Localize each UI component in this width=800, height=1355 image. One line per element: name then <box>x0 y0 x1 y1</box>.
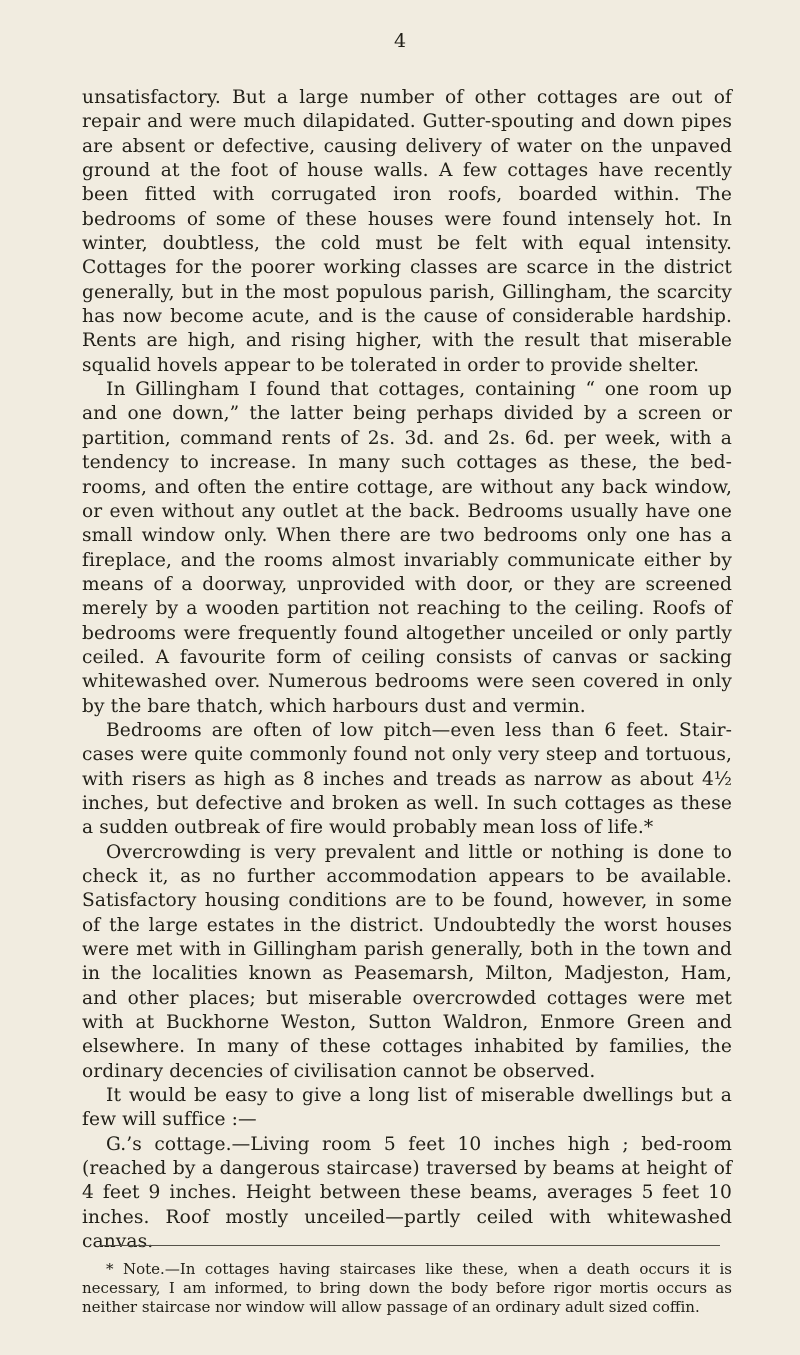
paragraph: unsatisfactory. But a large number of other cottages are out of repair and were much dilapidated. Gutter-spouting and down pipes are absent or defective, causing delivery of water on the unpaved ground at the foot of house walls. A few cottages have recently been fitted with corrugated iron roofs, boarded within. The bedrooms of some of these houses were found intensely hot. In winter, doubtless, the cold must be felt with equal intensity. Cottages for the poorer working classes are scarce in the district generally, but in the most populous parish, Gillingham, the scarcity has now become acute, and is the cause of considerable hardship. Rents are high, and rising higher, with the result that miserable squalid hovels appear to be tolerated in order to provide shelter. <box>82 87 732 376</box>
paragraph: G.’s cottage.—Living room 5 feet 10 inches high ; bed-room (reached by a dangerous staircase) traversed by beams at height of 4 feet 9 inches. Height between these beams, averages 5 feet 10 inches. Roof mostly unceiled—partly ceiled with whitewashed canvas. <box>82 1133 732 1253</box>
paragraph: In Gillingham I found that cottages, containing “ one room up and one down,” the latter being perhaps divided by a screen or partition, command rents of 2s. 3d. and 2s. 6d. per week, with a tendency to increase. In many such cottages as these, the bed-rooms, and often the entire cottage, are without any back window, or even without any outlet at the back. Bedrooms usually have one small window only. When there are two bedrooms only one has a fireplace, and the rooms almost invariably communicate either by means of a doorway, unprovided with door, or they are screened merely by a wooden partition not reaching to the ceiling. Roofs of bedrooms were frequently found altogether unceiled or only partly ceiled. A favourite form of ceiling consists of canvas or sacking whitewashed over. Numerous bedrooms were seen covered in only by the bare thatch, which harbours dust and vermin. <box>82 379 732 717</box>
footnote-divider <box>100 1245 720 1246</box>
paragraph: Bedrooms are often of low pitch—even less than 6 feet. Stair-cases were quite commonly found not only very steep and tortuous, with risers as high as 8 inches and treads as narrow as about 4½ inches, but defective and broken as well. In such cottages as these a sudden outbreak of fire would probably mean loss of life.* <box>82 719 732 839</box>
paragraph: It would be easy to give a long list of miserable dwellings but a few will suffice :— <box>82 1085 732 1131</box>
paragraph: Overcrowding is very prevalent and little or nothing is done to check it, as no further accommodation appears to be available. Satisfactory housing conditions are to be found, however, in some of the large estates in the district. Undoubtedly the worst houses were met with in Gillingham parish generally, both in the town and in the localities known as Peasemarsh, Milton, Madjeston, Ham, and other places; but miserable overcrowded cottages were met with at Buckhorne Weston, Sutton Waldron, Enmore Green and elsewhere. In many of these cottages inhabited by families, the ordinary decencies of civilisation cannot be observed. <box>82 841 732 1082</box>
footnote: * Note.—In cottages having staircases like these, when a death occurs it is necessary, I am informed, to bring down the body before rigor mortis occurs as neither staircase nor window will allow passage of an ordinary adult sized coffin. <box>82 1260 732 1316</box>
page-number: 4 <box>393 30 407 52</box>
body-text <box>82 86 732 1255</box>
